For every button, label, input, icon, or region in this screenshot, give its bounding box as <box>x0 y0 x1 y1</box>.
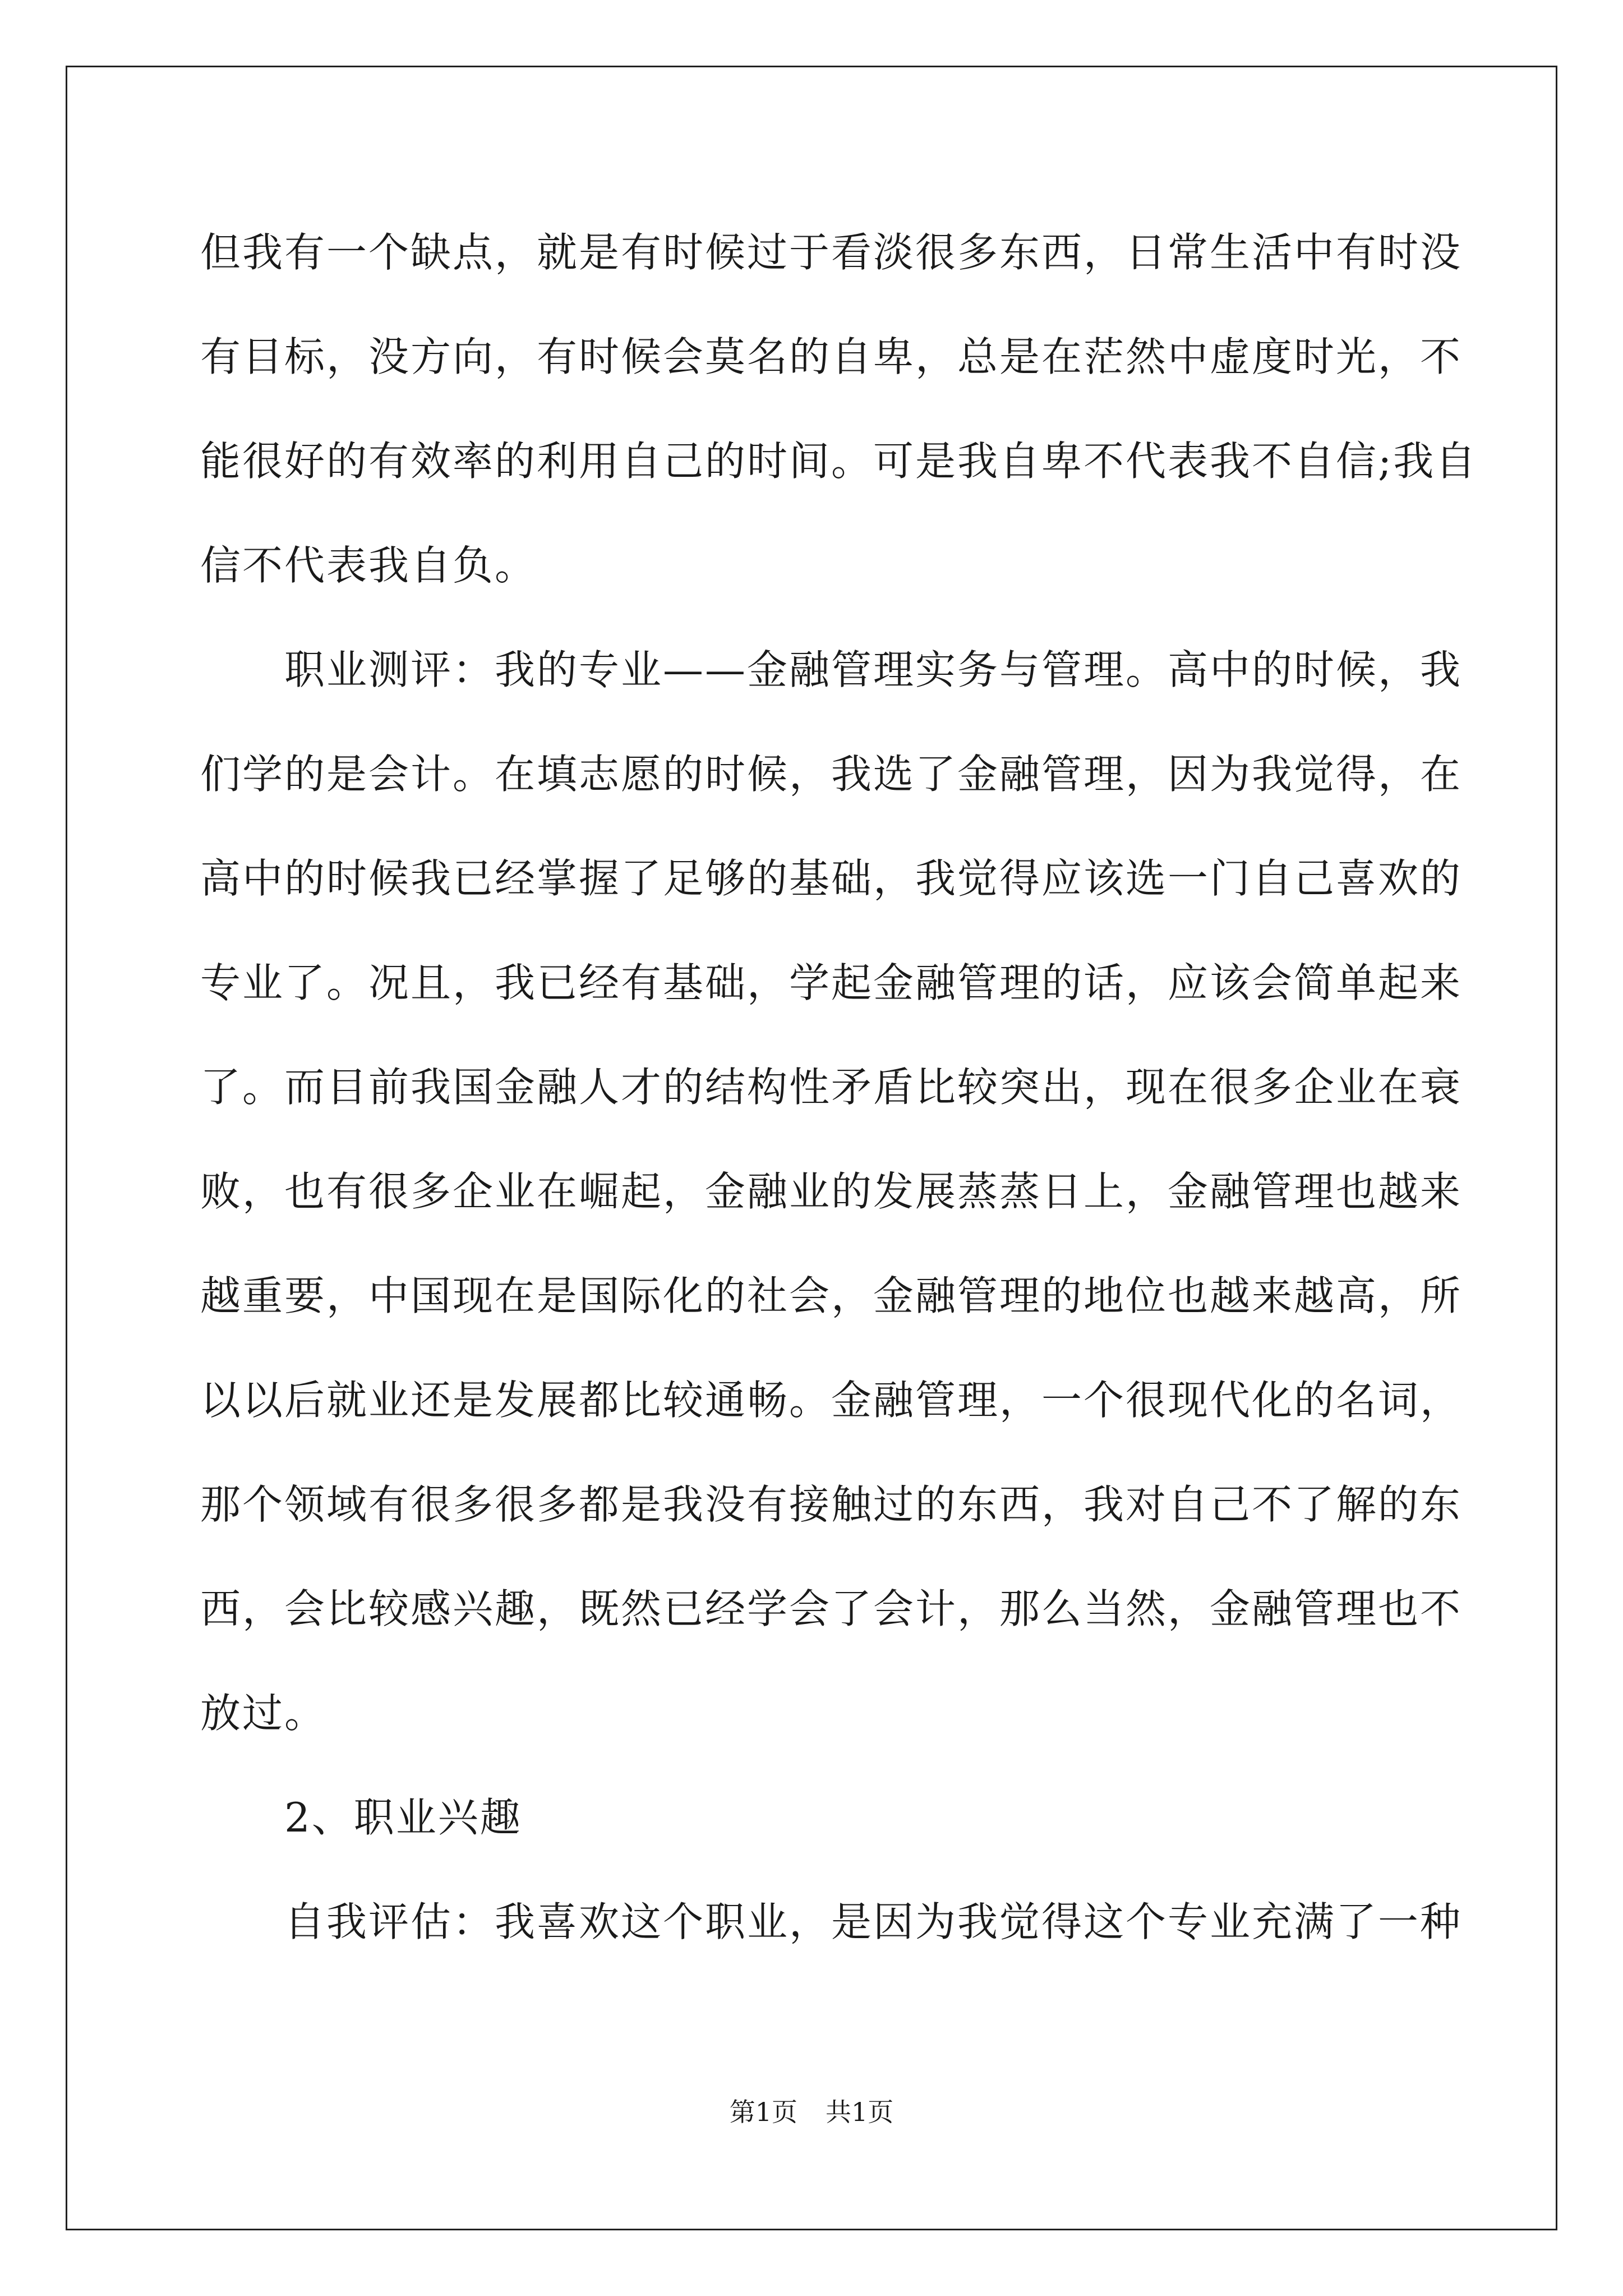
text-line-12: 以以后就业还是发展都比较通畅。金融管理，一个很现代化的名词， <box>200 1377 1463 1424</box>
text-line-7: 高中的时候我已经掌握了足够的基础，我觉得应该选一门自己喜欢的 <box>200 855 1463 902</box>
text-line-13: 那个领域有很多很多都是我没有接触过的东西，我对自己不了解的东 <box>200 1481 1463 1528</box>
text-line-10: 败，也有很多企业在崛起，金融业的发展蒸蒸日上，金融管理也越来 <box>200 1168 1463 1215</box>
text-line-1: 但我有一个缺点，就是有时候过于看淡很多东西，日常生活中有时没 <box>200 229 1463 276</box>
text-line-6: 们学的是会计。在填志愿的时候，我选了金融管理，因为我觉得，在 <box>200 751 1463 798</box>
text-line-17: 自我评估：我喜欢这个职业，是因为我觉得这个专业充满了一种 <box>284 1898 1463 1945</box>
section-heading: 2、职业兴趣 <box>284 1794 522 1841</box>
page-footer <box>0 2095 1623 2129</box>
page-number-total: 共1页 <box>826 2097 894 2127</box>
text-line-15: 放过。 <box>200 1690 327 1737</box>
text-line-4: 信不代表我自负。 <box>200 542 537 589</box>
text-line-2: 有目标，没方向，有时候会莫名的自卑，总是在茫然中虚度时光，不 <box>200 333 1463 380</box>
text-line-11: 越重要，中国现在是国际化的社会，金融管理的地位也越来越高，所 <box>200 1272 1463 1319</box>
text-line-8: 专业了。况且，我已经有基础，学起金融管理的话，应该会简单起来 <box>200 959 1463 1006</box>
text-line-9: 了。而目前我国金融人才的结构性矛盾比较突出，现在很多企业在衰 <box>200 1064 1463 1111</box>
text-line-5: 职业测评：我的专业——金融管理实务与管理。高中的时候，我 <box>284 646 1463 693</box>
text-line-3: 能很好的有效率的利用自己的时间。可是我自卑不代表我不自信;我自 <box>200 438 1478 485</box>
page-number-current: 第1页 <box>729 2097 797 2127</box>
document-body <box>200 210 1478 1984</box>
text-line-14: 西，会比较感兴趣，既然已经学会了会计，那么当然，金融管理也不 <box>200 1585 1463 1632</box>
